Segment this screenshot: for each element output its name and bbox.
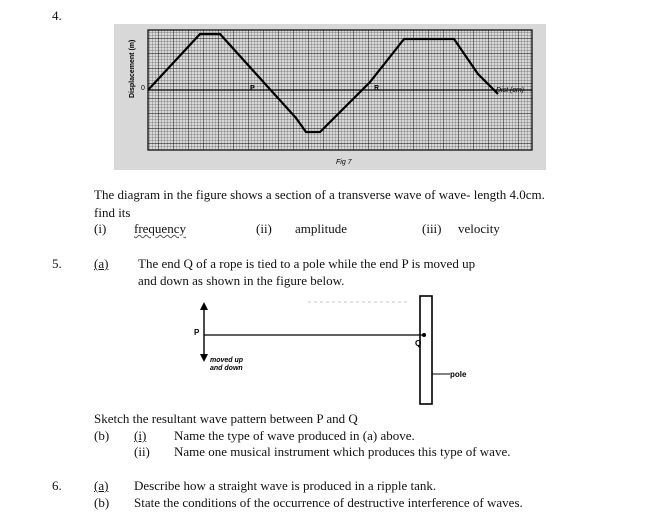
q4-item-ii-label: amplitude: [295, 221, 347, 236]
q5-text-line1: The end Q of a rope is tied to a pole while the end P is moved up: [138, 256, 476, 271]
q4-text-line1: The diagram in the figure shows a section of a transverse wave of wave- length 4.0cm.: [94, 187, 545, 202]
rope-figure: [188, 292, 488, 410]
q4-text-line2: find its: [94, 205, 131, 220]
pole-label: pole: [450, 370, 467, 379]
q5-part-b-label: (b): [94, 428, 110, 443]
wave-figure: [114, 24, 546, 170]
point-q-label: Q: [415, 339, 422, 348]
q6-a-num: (a): [94, 478, 109, 493]
q5-part-a-label: (a): [94, 256, 109, 271]
q5-b-i-text: Name the type of wave produced in (a) above.: [174, 428, 415, 443]
point-q-dot: [422, 333, 426, 337]
q5-sketch-text: Sketch the resultant wave pattern between P and Q: [94, 411, 358, 426]
q6-a-text: Describe how a straight wave is produced in a ripple tank.: [134, 478, 437, 493]
question-6-number: 6.: [52, 478, 62, 493]
arrow-down-icon: [200, 354, 208, 362]
pole: [420, 296, 432, 404]
q4-item-ii-num: (ii): [256, 221, 272, 236]
y-axis-label: Displacement (m): [129, 39, 136, 98]
moved-down-label: and down: [210, 365, 243, 372]
moved-up-label: moved up: [210, 357, 244, 364]
point-p-label: P: [194, 328, 200, 337]
q5-b-ii-num: (ii): [134, 444, 150, 459]
q6-b-text: State the conditions of the occurrence of destructive interference of waves.: [134, 495, 523, 510]
point-r-label: R: [374, 85, 380, 92]
origin-label: 0: [141, 85, 145, 92]
q5-b-ii-text: Name one musical instrument which produces this type of wave.: [174, 444, 511, 459]
q5-b-i-num: (i): [134, 428, 147, 443]
q4-item-i-num: (i): [94, 221, 107, 236]
point-p-label: P: [250, 85, 255, 92]
question-4-number: 4.: [52, 8, 62, 23]
figure-caption: Fig 7: [336, 159, 352, 166]
q5-text-line2: and down as shown in the figure below.: [138, 273, 345, 288]
question-5-number: 5.: [52, 256, 62, 271]
q4-item-iii-label: velocity: [458, 221, 500, 236]
q4-item-i-label: frequency: [134, 221, 186, 236]
q6-b-num: (b): [94, 495, 110, 510]
arrow-up-icon: [200, 302, 208, 310]
q4-item-iii-num: (iii): [422, 221, 442, 236]
x-axis-label: Dist (cm): [496, 87, 524, 94]
